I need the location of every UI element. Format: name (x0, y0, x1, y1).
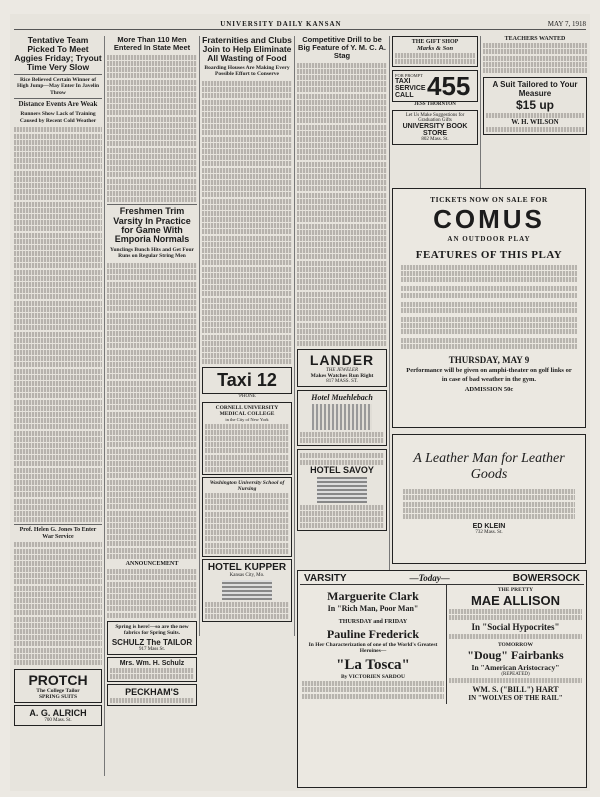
ad-mrs-schulz (107, 657, 197, 682)
ad-lander-addr: 817 MASS. ST. (326, 379, 358, 385)
ad-muehlebach-title: Hotel Muehlebach (311, 393, 373, 403)
comus-perf: Performance will be given on amphi-theater on golf links or in case of bad weather in the gym. (406, 367, 572, 383)
ad-taxi-12 (202, 367, 292, 394)
varsity-pauline: Pauline Frederick (326, 627, 420, 641)
column-2 (107, 36, 197, 781)
article-body-state-meet (107, 55, 197, 202)
ad-savoy-title: HOTEL SAVOY (310, 464, 374, 475)
headline-state-meet: More Than 110 Men Entered In State Meet (113, 36, 191, 52)
ad-suit-price: $15 up (515, 97, 554, 112)
subhead-boarding: Boarding Houses Are Making Every Possible Effort to Conserve (204, 64, 290, 78)
comus-tickets: TICKETS NOW ON SALE FOR (430, 195, 548, 204)
ad-hotel-kupper (202, 559, 292, 622)
ad-leather (392, 434, 586, 564)
ad-washington-title: Washington University School of Nursing (209, 479, 285, 492)
ad-cornell-sub: in the City of New York (225, 417, 269, 423)
ad-protch (14, 669, 102, 703)
ad-washington (202, 477, 292, 557)
article-body-drill (297, 63, 387, 346)
ad-hotel-kupper-title: HOTEL KUPPER (207, 561, 287, 573)
theater-header (300, 573, 584, 585)
ad-alrich-addr: 700 Mass. St. (44, 717, 72, 723)
theater-today: —Today— (409, 573, 450, 583)
column-6-top (483, 36, 587, 196)
headline-fraternities: Fraternities and Clubs Join to Help Eliminate All Wasting of Food (202, 36, 292, 63)
comus-sub: AN OUTDOOR PLAY (447, 235, 531, 243)
ad-schulz-title: SCHULZ The TAILOR (111, 637, 193, 647)
comus-features: FEATURES OF THIS PLAY (415, 249, 563, 261)
ad-schulz (107, 621, 197, 655)
column-rule (199, 36, 200, 636)
varsity-clark-film: In "Rich Man, Poor Man" (327, 604, 419, 613)
ad-gift-shop (392, 36, 478, 67)
ad-taxi-455 (392, 70, 478, 102)
comus-title: COMUS (433, 204, 545, 234)
varsity-sardou: By VICTORIEN SARDOU (340, 674, 405, 680)
article-body-jones (14, 542, 102, 665)
hotel-muehlebach-illustration (312, 404, 372, 430)
article-body-team (14, 127, 102, 522)
ad-taxi-number: 455 (427, 71, 471, 102)
bowersock-doug: "Doug" Fairbanks (467, 647, 564, 662)
article-body-freshmen (107, 263, 197, 559)
ad-theaters (297, 570, 587, 788)
column-3 (202, 36, 292, 781)
ad-lander-title: LANDER (309, 352, 375, 369)
comus-date: THURSDAY, MAY 9 (448, 355, 530, 366)
hotel-savoy-illustration (317, 477, 367, 503)
bowersock-repeat: (REPEATED) (501, 671, 530, 677)
ad-taxi-label: TAXI SERVICE CALL (395, 78, 426, 100)
bowersock-wolves: IN "WOLVES OF THE RAIL" (468, 693, 563, 702)
ad-suit (483, 77, 587, 135)
masthead-title: UNIVERSITY DAILY KANSAN (220, 19, 342, 28)
bowersock-social: In "Social Hypocrites" (471, 622, 560, 633)
ad-comus (392, 188, 586, 428)
masthead-date: MAY 7, 1918 (547, 19, 586, 28)
column-rule (389, 36, 390, 636)
ad-book-store (392, 110, 478, 145)
column-rule (104, 36, 105, 776)
ad-book-addr: 802 Mass. St. (421, 137, 449, 143)
subhead-runners: Runners Show Lack of Training Caused by Recent Cold Weather (19, 111, 97, 124)
ad-protch-sub: The College Tailor SPRING SUITS (36, 687, 80, 700)
ad-hotel-kupper-city: Kansas City, Mo. (229, 572, 265, 578)
ad-book-title: UNIVERSITY BOOK STORE (402, 123, 468, 138)
theater-varsity: VARSITY (304, 573, 347, 584)
ad-lander-sub: THE JEWELER (325, 368, 359, 374)
ad-alrich (14, 705, 102, 726)
ad-schulz-addr: 917 Mass St. (139, 646, 165, 652)
comus-admission: ADMISSION 50c (464, 386, 514, 394)
leather-name: ED KLEIN (472, 522, 506, 530)
ad-gift-sub: Marks & Son (416, 45, 454, 52)
ad-teachers: TEACHERS WANTED (504, 36, 566, 42)
ad-taxi-name: JESS THORNTON (414, 102, 456, 108)
column-rule (480, 36, 481, 196)
ad-taxi-12-title: Taxi 12 (217, 370, 277, 391)
bowersock-american: In "American Aristocracy" (471, 662, 560, 672)
ad-savoy (297, 449, 387, 531)
ad-suit-title: A Suit Tailored to Your Measure (492, 79, 578, 98)
hotel-building-illustration (222, 580, 272, 600)
headline-team: Tentative Team Picked To Meet Aggies Friday; Tryout Time Very Slow (14, 36, 102, 72)
ad-cornell (202, 402, 292, 475)
varsity-program (300, 585, 447, 704)
column-5 (392, 36, 478, 196)
ad-lander (297, 349, 387, 387)
ad-spring: Spring is here!—so are the new fabrics for Spring Suits. (115, 623, 189, 636)
varsity-tosca: "La Tosca" (336, 657, 410, 673)
column-1 (14, 36, 102, 776)
article-body-fraternities (202, 81, 292, 364)
ad-alrich-name: A. G. ALRICH (29, 707, 87, 718)
bowersock-hart: WM. S. ("BILL") HART (472, 684, 559, 694)
leather-body (403, 489, 575, 519)
headline-jones: Prof. Helen G. Jones To Enter War Service (19, 527, 97, 540)
ad-muehlebach (297, 390, 387, 446)
column-4 (297, 36, 387, 596)
subhead-yunclings: Yunclings Bunch Hits and Get Four Runs on Regular String Men (110, 246, 194, 260)
ad-lander-note: Makes Watches Run Right (310, 373, 374, 380)
headline-freshmen: Freshmen Trim Varsity In Practice for Game With Emporia Normals (113, 206, 191, 245)
ad-mrs-schulz-name: Mrs. Wm. H. Schulz (119, 659, 185, 667)
bowersock-program (447, 585, 584, 704)
ad-gift-title: THE GIFT SHOP (411, 39, 459, 45)
bowersock-tomorrow: TOMORROW (497, 641, 533, 648)
varsity-clark: Marguerite Clark (327, 589, 419, 603)
theater-bowersock: BOWERSOCK (512, 573, 580, 584)
announcement-body (107, 569, 197, 617)
varsity-pauline-sub: In Her Characterization of one of the World's Greatest Heroines— (308, 642, 438, 654)
ad-cornell-title: CORNELL UNIVERSITY MEDICAL COLLEGE (215, 405, 279, 418)
leather-title: A Leather Man for Leather Goods (413, 451, 565, 483)
varsity-days: THURSDAY and FRIDAY (338, 619, 408, 625)
subhead-rice: Rice Believed Certain Winner of High Jump—May Enter In Javelin Throw (16, 76, 100, 96)
ad-peckham (107, 684, 197, 706)
bowersock-allison: MAE ALLISON (470, 593, 561, 608)
ad-peckham-title: PECKHAM'S (125, 686, 179, 697)
headline-drill: Competitive Drill to be Big Feature of Y. M. C. A. Stag (298, 36, 386, 60)
ad-taxi-12-phone: 'PHONE (238, 394, 256, 400)
ad-protch-title: PROTCH (28, 671, 88, 688)
headline-distance: Distance Events Are Weak (18, 100, 98, 109)
bowersock-pretty: THE PRETTY (497, 587, 534, 593)
ad-taxi-prompt: FOR PROMPT (395, 73, 423, 79)
ad-wilson: W. H. WILSON (511, 118, 559, 127)
masthead (14, 18, 586, 30)
ad-book-sub: Let Us Make Suggestions for Graduation Gifts (405, 113, 465, 124)
leather-addr: 732 Mass. St. (475, 529, 503, 535)
column-rule (294, 36, 295, 636)
announcement-head: ANNOUNCEMENT (125, 560, 179, 567)
comus-feature-list (401, 265, 577, 349)
